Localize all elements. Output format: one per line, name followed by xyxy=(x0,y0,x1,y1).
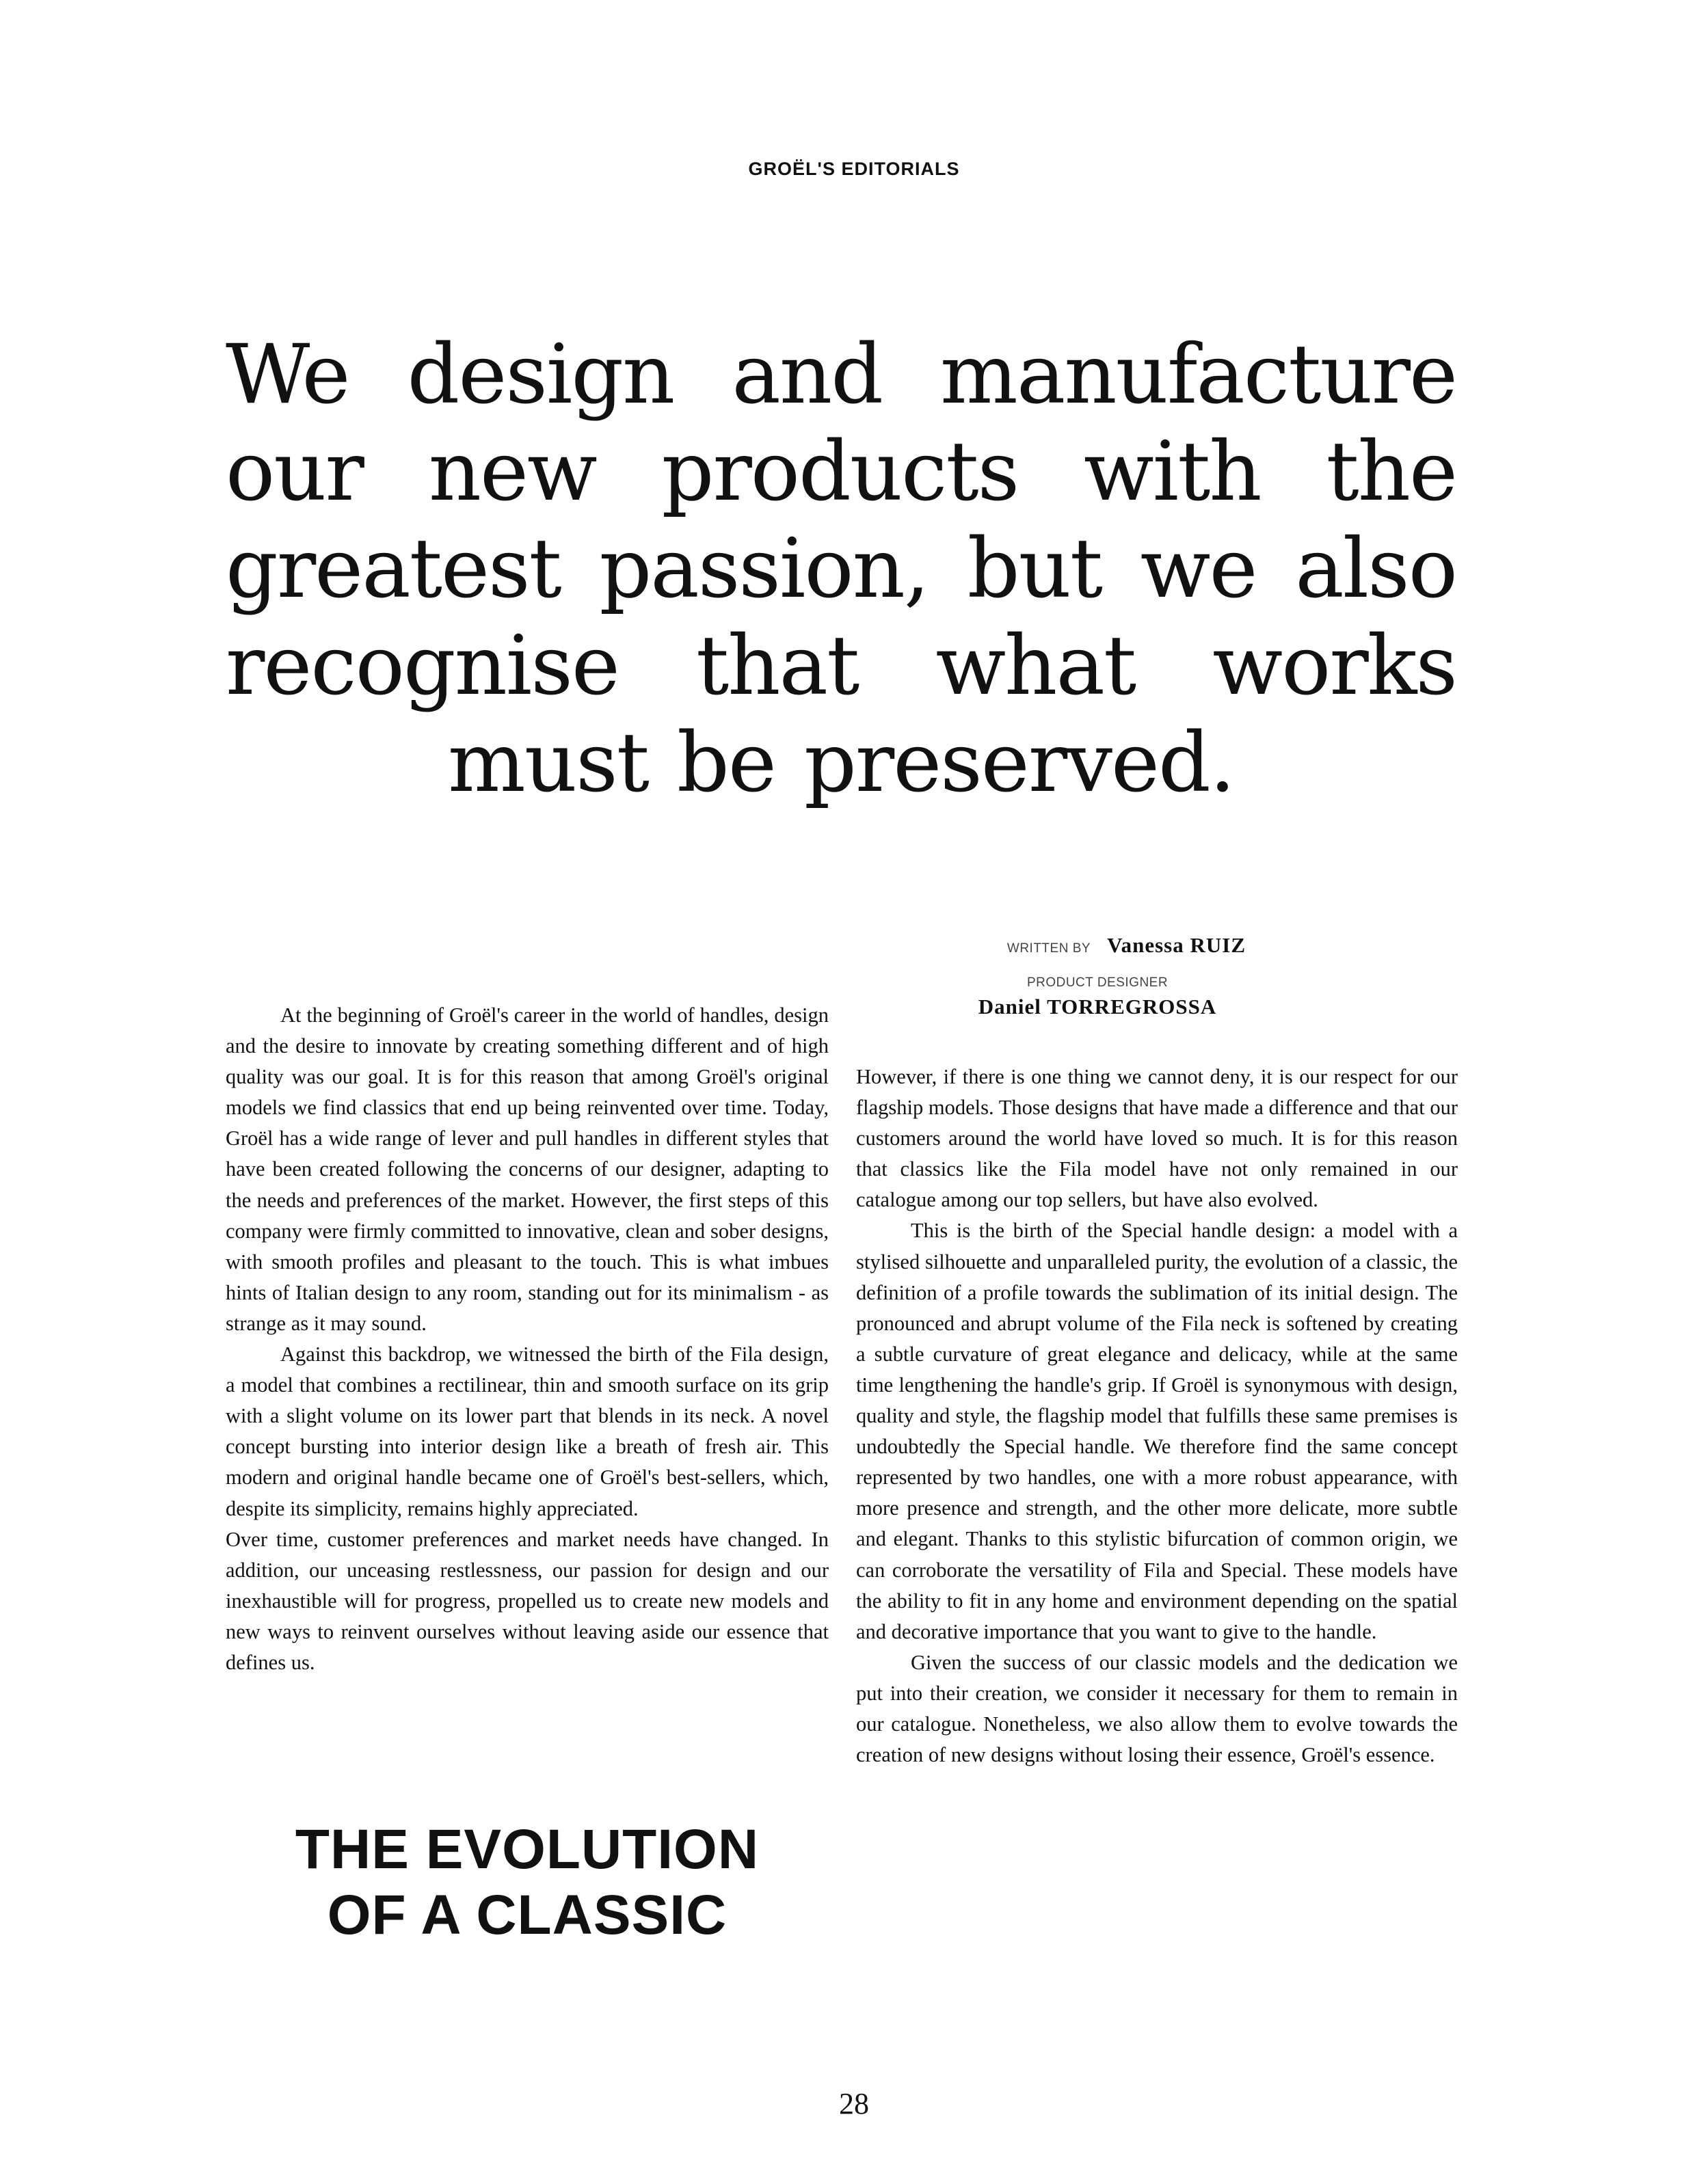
section-heading xyxy=(226,1817,829,1948)
section-heading-line: OF A CLASSIC xyxy=(327,1884,728,1946)
body-paragraph: At the beginning of Groël's career in the world of handles, design and the desire to innovate by creating something different and of high quality was our goal. It is for this reason that among Groël's original models we find classics that end up being reinvented over time. Today, Groël has a wide range of lever and pull handles in different styles that have been created following the concerns of our designer, adapting to the needs and preferences of the market. However, the first steps of this company were firmly committed to innovative, clean and sober designs, with smooth profiles and pleasant to the touch. This is what imbues hints of Italian design to any room, standing out for its minimalism - as strange as it may sound. xyxy=(226,1003,829,1335)
designer-label: PRODUCT DESIGNER xyxy=(1026,975,1169,990)
headline-quote: We design and manufacture our new products with the greatest passion, but we also recognise that what works must be preserved. xyxy=(226,327,1456,811)
author-credit xyxy=(882,933,1265,958)
body-paragraph: Given the success of our classic models and the dedication we put into their creation, we consider it necessary for them to remain in our catalogue. Nonetheless, we also allow them to evolve towards the creation of new designs without losing their essence, Groël's essence. xyxy=(856,1650,1458,1767)
body-paragraph: Over time, customer preferences and market needs have changed. In addition, our unceasing restlessness, our passion for design and our inexhaustible will for progress, propelled us to create new models and new ways to reinvent ourselves without leaving aside our essence that defines us. xyxy=(226,1527,829,1674)
credits-block xyxy=(882,933,1265,1019)
left-column xyxy=(226,1000,829,1678)
body-paragraph: However, if there is one thing we cannot deny, it is our respect for our flagship models. Those designs that have made a difference and that our customers around the world have loved so much. It is for this reason that classics like the Fila model have not only remained in our catalogue among our top sellers, but have also evolved. xyxy=(856,1065,1458,1212)
written-by-label: WRITTEN BY xyxy=(1006,941,1091,956)
body-paragraph: Against this backdrop, we witnessed the birth of the Fila design, a model that combines a rectilinear, thin and smooth surface on its grip with a slight volume on its lower part that blends in its neck. A novel concept bursting into interior design like a breath of fresh air. This modern and original handle became one of Groël's best-sellers, which, despite its simplicity, remains highly appreciated. xyxy=(226,1343,829,1520)
body-paragraph: This is the birth of the Special handle design: a model with a stylised silhouette and unparalleled purity, the evolution of a classic, the definition of a profile towards the sublimation of its initial design. The pronounced and abrupt volume of the Fila neck is softened by creating a subtle curvature of great elegance and delicacy, while at the same time lengthening the handle's grip. If Groël is synonymous with design, quality and style, the flagship model that fulfills these same premises is undoubtedly the Special handle. We therefore find the same concept represented by two handles, one with a more robust appearance, with more presence and strength, and the other more delicate, more subtle and elegant. Thanks to this stylistic bifurcation of common origin, we can corroborate the versatility of Fila and Special. These models have the ability to fit in any home and environment depending on the spatial and decorative importance that you want to give to the handle. xyxy=(856,1219,1458,1643)
right-column xyxy=(856,1062,1458,1770)
designer-name: Daniel TORREGROSSA xyxy=(978,995,1217,1019)
author-name: Vanessa RUIZ xyxy=(1107,933,1246,957)
section-label: GROËL'S EDITORIALS xyxy=(748,159,960,179)
page-number: 28 xyxy=(839,2087,869,2120)
section-heading-line: THE EVOLUTION xyxy=(295,1818,760,1880)
